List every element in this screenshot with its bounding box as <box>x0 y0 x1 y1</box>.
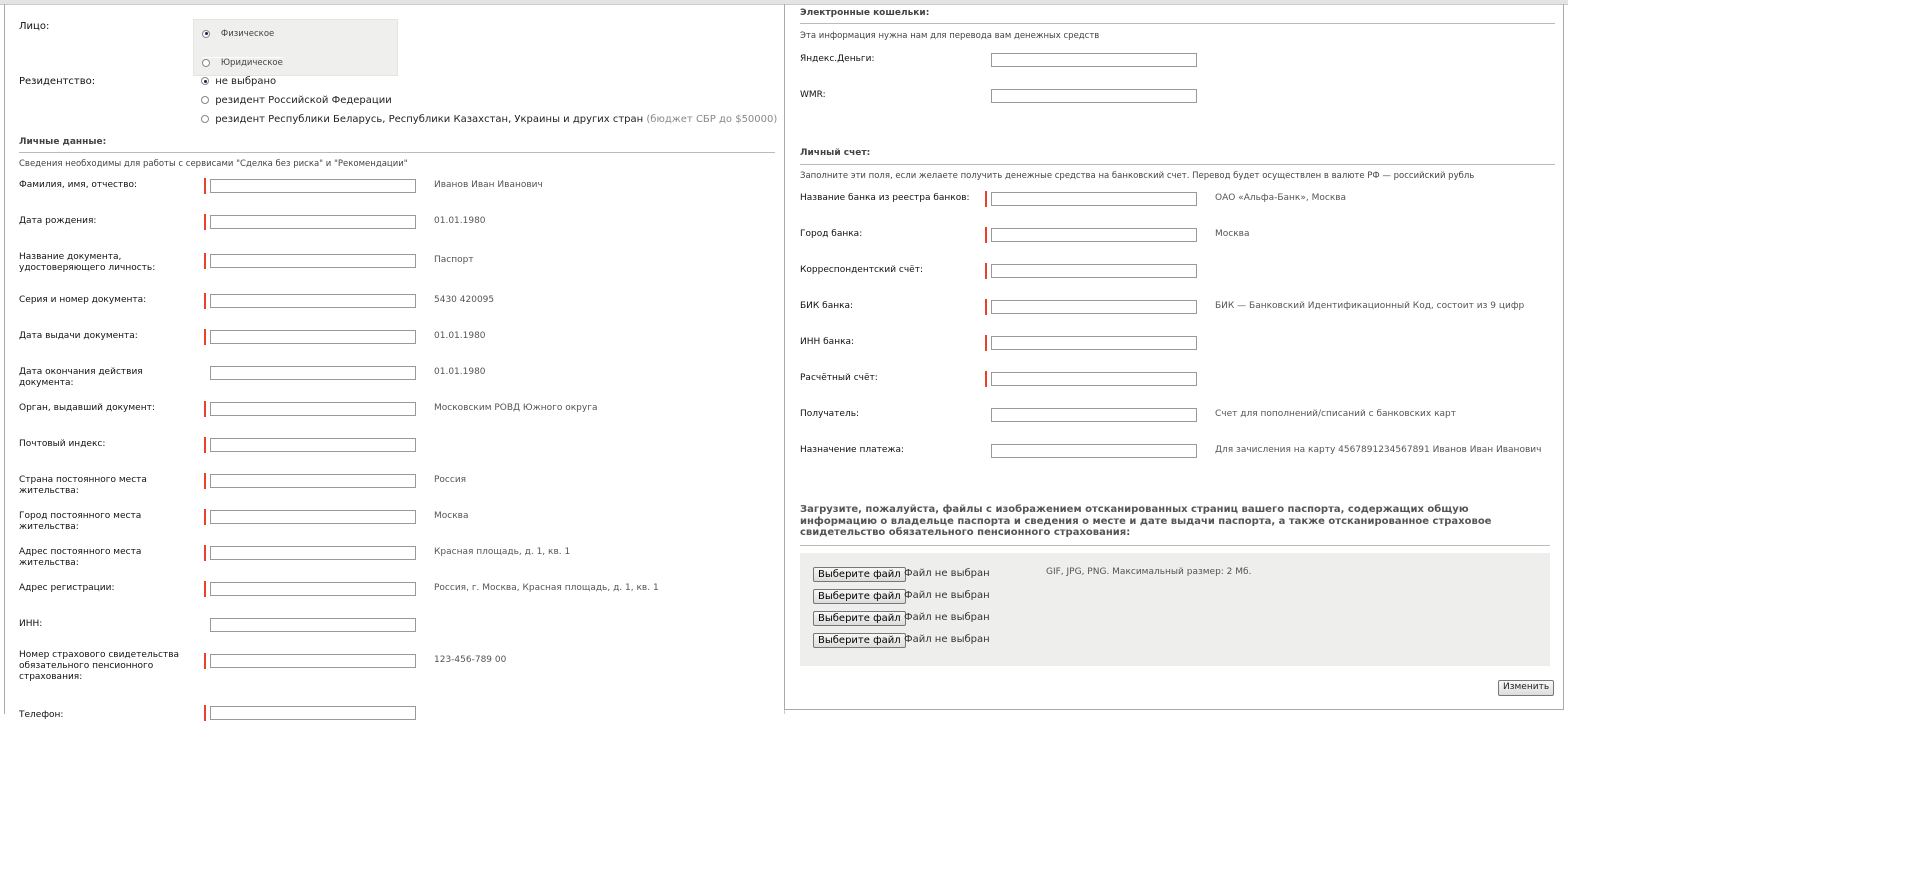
required-marker <box>985 299 987 315</box>
field-label: Название документа, удостоверяющего личность: <box>19 252 156 273</box>
text-input[interactable] <box>210 366 416 380</box>
residency-option-label: резидент Республики Беларусь, Республики Казахстан, Украины и других стран <box>215 114 644 125</box>
field-label: ИНН банка: <box>800 337 855 347</box>
field-label: ИНН: <box>19 619 43 629</box>
section-divider <box>19 152 775 153</box>
text-input[interactable] <box>210 215 416 229</box>
required-marker <box>204 581 206 597</box>
text-input[interactable] <box>210 402 416 416</box>
required-marker <box>204 653 206 669</box>
field-label: Дата рождения: <box>19 216 97 226</box>
field-hint: 01.01.1980 <box>434 367 486 377</box>
field-hint: Россия, г. Москва, Красная площадь, д. 1, кв. 1 <box>434 583 659 593</box>
text-input[interactable] <box>210 438 416 452</box>
residency-option-label: резидент Российской Федерации <box>215 95 392 106</box>
text-input[interactable] <box>210 510 416 524</box>
text-input[interactable] <box>991 89 1197 103</box>
account-section-title: Личный счет: <box>800 148 871 158</box>
field-hint: Москва <box>1215 229 1250 239</box>
account-section-description: Заполните эти поля, если желаете получить денежные средства на банковский счет. Перевод будет осуществлен в валюте РФ — российский рубль <box>800 171 1475 181</box>
face-option-legal[interactable] <box>202 57 283 68</box>
text-input[interactable] <box>991 53 1197 67</box>
choose-file-button[interactable]: Выберите файл <box>813 567 906 582</box>
upload-box <box>800 553 1550 666</box>
face-option-label: Физическое <box>220 29 275 39</box>
no-file-label: Файл не выбран <box>904 634 990 645</box>
face-option-individual[interactable] <box>202 29 274 39</box>
text-input[interactable] <box>991 372 1197 386</box>
required-marker <box>204 473 206 489</box>
residency-option-none[interactable] <box>201 76 276 87</box>
required-marker <box>204 178 206 194</box>
required-marker <box>204 253 206 269</box>
residency-label: Резидентство: <box>19 76 96 87</box>
field-label: Яндекс.Деньги: <box>800 54 875 64</box>
field-hint: Для зачисления на карту 4567891234567891 Иванов Иван Иванович <box>1215 445 1542 455</box>
field-hint: Паспорт <box>434 255 474 265</box>
text-input[interactable] <box>210 654 416 668</box>
section-divider <box>800 164 1555 165</box>
radio-icon[interactable] <box>202 30 210 38</box>
field-hint: 123-456-789 00 <box>434 655 507 665</box>
field-label: Дата окончания действия документа: <box>19 367 143 388</box>
required-marker <box>204 401 206 417</box>
residency-option-other[interactable] <box>201 114 777 125</box>
text-input[interactable] <box>991 336 1197 350</box>
text-input[interactable] <box>991 228 1197 242</box>
field-label: Корреспондентский счёт: <box>800 265 923 275</box>
choose-file-button[interactable]: Выберите файл <box>813 633 906 648</box>
text-input[interactable] <box>210 294 416 308</box>
choose-file-button[interactable]: Выберите файл <box>813 611 906 626</box>
field-hint: Московским РОВД Южного округа <box>434 403 598 413</box>
required-marker <box>985 191 987 207</box>
field-hint: Иванов Иван Иванович <box>434 180 543 190</box>
left-panel <box>4 4 785 720</box>
upload-instructions: Загрузите, пожалуйста, файлы с изображением отсканированных страниц вашего паспорта, содержащих общую информацию о владельце паспорта и сведения о месте и дате выдачи паспорта, а также отсканированное страховое свидетельство обязательного пенсионного страхования: <box>800 504 1492 538</box>
required-marker <box>204 705 206 721</box>
text-input[interactable] <box>991 192 1197 206</box>
text-input[interactable] <box>991 408 1197 422</box>
submit-button[interactable]: Изменить <box>1498 680 1554 696</box>
field-hint: Москва <box>434 511 469 521</box>
no-file-label: Файл не выбран <box>904 590 990 601</box>
section-divider <box>800 23 1555 24</box>
required-marker <box>204 214 206 230</box>
required-marker <box>985 371 987 387</box>
field-label: Телефон: <box>19 710 64 720</box>
face-options-box <box>193 19 398 76</box>
wallets-section-description: Эта информация нужна нам для перевода вам денежных средств <box>800 31 1100 41</box>
field-label: Город банка: <box>800 229 863 239</box>
field-hint: БИК — Банковский Идентификационный Код, состоит из 9 цифр <box>1215 301 1525 311</box>
residency-option-rf[interactable] <box>201 95 392 106</box>
field-label: Фамилия, имя, отчество: <box>19 180 138 190</box>
field-hint: 01.01.1980 <box>434 331 486 341</box>
field-label: Страна постоянного места жительства: <box>19 475 147 496</box>
upload-formats-hint: GIF, JPG, PNG. Максимальный размер: 2 Мб. <box>1046 567 1252 577</box>
required-marker <box>985 263 987 279</box>
text-input[interactable] <box>210 618 416 632</box>
required-marker <box>204 509 206 525</box>
required-marker <box>985 227 987 243</box>
required-marker <box>985 335 987 351</box>
field-label: Серия и номер документа: <box>19 295 147 305</box>
field-label: Город постоянного места жительства: <box>19 511 142 532</box>
no-file-label: Файл не выбран <box>904 568 990 579</box>
text-input[interactable] <box>210 706 416 720</box>
required-marker <box>204 329 206 345</box>
field-hint: 5430 420095 <box>434 295 495 305</box>
text-input[interactable] <box>210 254 416 268</box>
text-input[interactable] <box>210 179 416 193</box>
field-label: Номер страхового свидетельства обязательного пенсионного страхования: <box>19 650 180 682</box>
text-input[interactable] <box>991 300 1197 314</box>
field-label: Расчётный счёт: <box>800 373 878 383</box>
text-input[interactable] <box>210 546 416 560</box>
radio-icon[interactable] <box>202 59 210 67</box>
radio-icon[interactable] <box>201 115 209 123</box>
personal-section-title: Личные данные: <box>19 137 107 147</box>
face-label: Лицо: <box>19 21 50 32</box>
field-label: Название банка из реестра банков: <box>800 193 970 203</box>
residency-option-note: (бюджет СБР до $50000) <box>646 114 778 125</box>
required-marker <box>204 545 206 561</box>
field-label: Орган, выдавший документ: <box>19 403 155 413</box>
field-hint: Счет для пополнений/списаний с банковских карт <box>1215 409 1456 419</box>
field-label: Адрес постоянного места жительства: <box>19 547 142 568</box>
text-input[interactable] <box>210 582 416 596</box>
field-hint: Россия <box>434 475 467 485</box>
field-label: WMR: <box>800 90 826 100</box>
residency-option-label: не выбрано <box>215 76 277 87</box>
text-input[interactable] <box>210 330 416 344</box>
field-label: Получатель: <box>800 409 860 419</box>
text-input[interactable] <box>991 264 1197 278</box>
field-label: Адрес регистрации: <box>19 583 115 593</box>
choose-file-button[interactable]: Выберите файл <box>813 589 906 604</box>
text-input[interactable] <box>210 474 416 488</box>
no-file-label: Файл не выбран <box>904 612 990 623</box>
required-marker <box>204 293 206 309</box>
personal-section-description: Сведения необходимы для работы с сервисами "Сделка без риска" и "Рекомендации" <box>19 159 408 169</box>
radio-icon[interactable] <box>201 77 209 85</box>
field-hint: 01.01.1980 <box>434 216 486 226</box>
right-panel <box>784 4 1564 710</box>
text-input[interactable] <box>991 444 1197 458</box>
wallets-section-title: Электронные кошельки: <box>800 8 930 18</box>
section-divider <box>800 545 1550 546</box>
field-label: БИК банка: <box>800 301 854 311</box>
required-marker <box>204 437 206 453</box>
field-label: Почтовый индекс: <box>19 439 106 449</box>
field-hint: Красная площадь, д. 1, кв. 1 <box>434 547 571 557</box>
face-option-label: Юридическое <box>220 58 283 68</box>
field-label: Назначение платежа: <box>800 445 905 455</box>
radio-icon[interactable] <box>201 96 209 104</box>
field-hint: ОАО «Альфа-Банк», Москва <box>1215 193 1347 203</box>
field-label: Дата выдачи документа: <box>19 331 138 341</box>
